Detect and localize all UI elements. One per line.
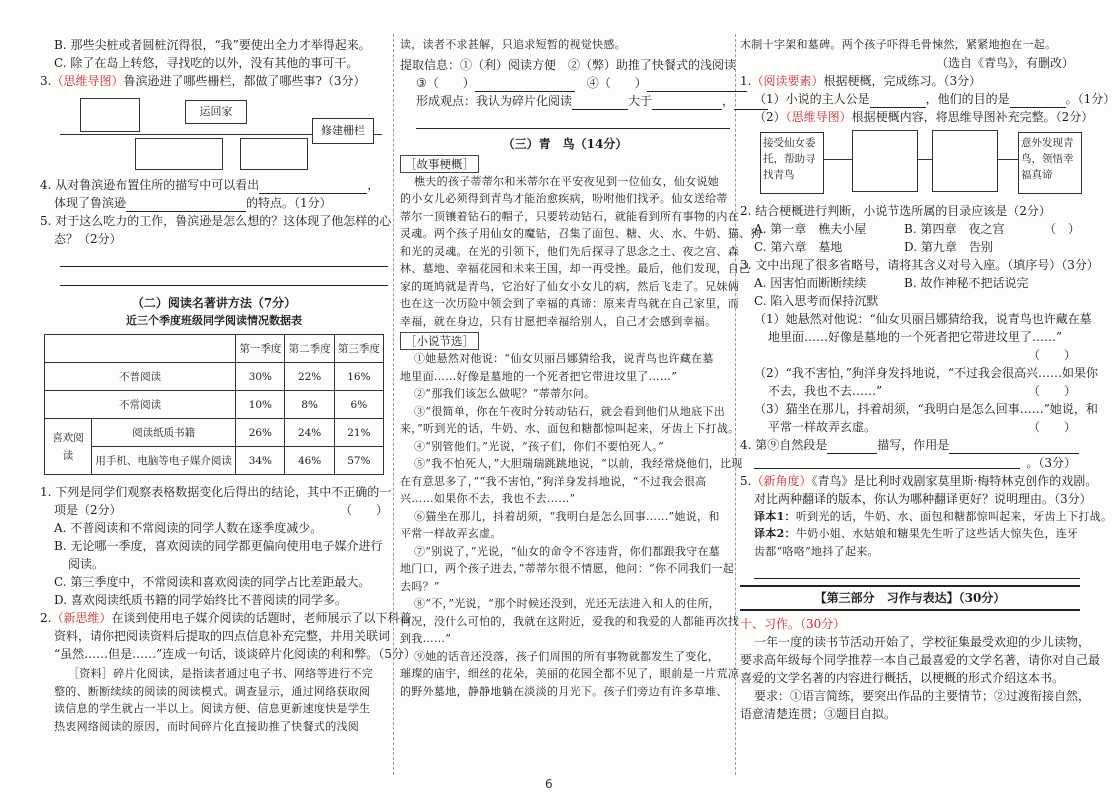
answer-paren[interactable]: （ ） [339,503,388,517]
mindmap-box-empty[interactable] [852,130,918,192]
answer-blank[interactable] [126,198,246,212]
answer-paren[interactable]: （ ） [1027,347,1076,362]
story-line: 也在这一次历险中领会到了幸福的真谛：原来青鸟就在自己家里，而 [400,297,739,310]
story-line: 和光的灵魂。在光的引领下，他们先后探寻了思念之土、夜之宫、森 [400,244,739,258]
table-header: 第三季度 [334,335,383,363]
novel-line: ④“别管他们。”光说，“孩子们，你们不要怕死人。” [414,439,664,453]
question-5: 5. 对于这么吃力的工作，鲁滨逊是怎么想的？这体现了他怎样的心 [40,214,392,228]
novel-line: 在有意思多了，”“我不害怕，”狗洋身发抖地说，“不过我会很高 [400,474,707,488]
question-1: 1. 下列是同学们观察表格数据变化后得出的结论，其中不正确的一 [40,485,392,499]
option-c: C. 除了在岛上转悠，寻找吃的以外，没有其他的事可干。 [54,56,359,70]
mindmap-box-start: 接受仙女委托，帮助寻找青鸟 [760,132,824,194]
novel-line: ②“那我们该怎么做呢？”蒂蒂尔问。 [414,387,596,400]
answer-blank[interactable] [475,78,575,92]
translation-1: 译本1：听到光的话，牛奶、水、面包和糖都惊叫起来，牙齿上下打战。 [754,509,1113,523]
answer-blank[interactable] [647,78,747,92]
flow-box-empty [135,138,223,170]
mindmap-diagram [740,126,1080,202]
question-2: 2.（新思维）在谈到使用电子媒介阅读的话题时，老师展示了以下科普 [40,611,412,625]
novel-line: 地里面……好像是墓地的一个死者把它带进坟里了……” [400,369,678,383]
story-line: 的小女儿必须得到青鸟才能治愈疾病，吩咐他们找矛。仙女送给蒂 [400,192,728,205]
question-4: 4. 第⑨自然段是 描写，作用是 [740,436,1080,454]
column-left: B. 那些尖桩或者圆桩沉得很，“我”要使出全力才举得起来。 C. 除了在岛上转悠，寻找吃的以外，没有其他的事可干。 3.（思维导图）鲁滨逊进了哪些栅栏，都做了哪些事?（3分） 运回家 修建栅栏 4. 从对鲁滨逊布置住所的描写中可以看出 ， 体现了鲁滨逊 的特点。（1分） 5. 对于这么吃力的工作，鲁滨逊是怎么想的？这体现了他怎样的心 态？（2分） （二）阅读名著讲方法（7分） 近三个季度班级同学阅读情况数据表 第一季度 第二季度 第三季度 不普阅读 30% 22% 16% 不常阅读 10% 8% 6% 喜欢阅读 阅读纸质书籍 26% 24% 21% 用手机、电脑等电子媒介阅读 34% 46% 57% 1. 下列是同学们观察表格数据变化后得出的结论，其中不正确的一 项是（2分） （ ） A. 不普阅读和不常阅读的同学人数在逐季度减少。 B. 无论哪一季度，喜欢阅读的同学都更偏向使用电子媒介进行 阅读。 C. 第三季度中，不常阅读和喜欢阅读的同学占比差距最大。 D. 喜欢阅读纸质书籍的同学始终比不普阅读的同学多。 2.（新思维）在谈到使用电子媒介阅读的话题时，老师展示了以下科普 资料，请你把阅读资料后提取的四点信息补充完整，并用关联词 “虽然……但是……”连成一句话，谈谈碎片化阅读的利和弊。（5分） ［资料］碎片化阅读，是指读者通过电子书、网络等进行不完 整的、断断续续的阅读的阅读模式。调查显示，通过网络获取阅 读信息的学生就占一半以上。阅读方便、信息更新速度快是学生 热衷网络阅读的原因，而时间碎片化直接助推了快餐式的浅阅 [40,0,388,780]
page-number: 6 [545,777,553,791]
table-header: 第二季度 [285,335,334,363]
source-note: （选自《青鸟》，有删改） [935,55,1074,70]
question-3: 3.（思维导图）鲁滨逊进了哪些栅栏，都做了哪些事?（3分） [40,74,366,88]
story-line: 灵魂。两个孩子用仙女的魔钻，召集了面包、糖、火、水、牛奶、猫、狗 [400,227,762,240]
novel-line: 的野外墓地，静静地躺在淡淡的月光下。孩子们旁边有许多草堆、 [400,684,728,698]
mindmap-box-end: 意外发现青鸟，领悟幸福真谛 [1018,132,1082,194]
material-continued: 读，读者不求甚解，只追求短暂的视觉快感。 [400,38,626,51]
table-title: 近三个季度班级同学阅读情况数据表 [126,314,302,327]
novel-line: 璀璨的庙宇，细丝的花朵，美丽的花园全都不见了，眼前是一片荒凉 [400,667,739,680]
essay-requirements: 要求：①语言简练，要突出作品的主要情节；②过渡衔接自然， [754,689,1091,703]
option-b: B. 无论哪一季度，喜欢阅读的同学都更偏向使用电子媒介进行 [54,539,383,553]
section-2-title: （二）阅读名著讲方法（7分） [131,296,297,310]
novel-line: 兴……如果你不去，我也不去……” [400,492,576,505]
story-line: 蒂尔一顶镶着钻石的帽子，只要转动钻石，就能看到所有事物的内在 [400,209,739,223]
table-row: 不常阅读 10% 8% 6% [45,391,384,419]
table-header: 第一季度 [236,335,285,363]
mindmap-box-empty[interactable] [932,130,998,192]
reading-data-table [44,334,384,475]
question-3: 3. 文中出现了很多省略号，请将其含义对号入座。（填序号）（3分） [740,257,1099,272]
reading-elements-tag: （阅读要素） [751,73,824,88]
novel-line: 平常一样故弄玄虚。 [400,527,502,540]
option-d: D. 喜欢阅读纸质书籍的同学始终比不普阅读的同学多。 [54,593,347,607]
flow-box-fence: 修建栅栏 [312,118,374,144]
answer-line[interactable] [754,468,1020,469]
extract-info: 提取信息：①（利）阅读方便 ②（弊）助推了快餐式的浅阅读 [400,57,737,72]
column-right: 木制十字架和墓碑。两个孩子吓得毛骨悚然，紧紧地抱在一起。 （选自《青鸟》，有删改） 1.（阅读要素）根据梗概，完成练习。（3分） （1）小说的主人公是 ，他们的目的是 。（1分） （2）（思维导图）根据梗概内容，将思维导图补充完整。（2分） 接受仙女委托，帮助寻找青鸟 意外发现青鸟，领悟幸福真谛 2. 结合梗概进行判断，小说节选所属的目录应该是（2分） （ ） A. 第一章 樵夫小屋 B. 第四章 夜之宫 C. 第六章 墓地 D. 第九章 告别 3. 文中出现了很多省略号，请将其含义对号入座。（填序号）（3分） A. 因害怕而断断续续 B. 故作神秘不把话说完 C. 陷入思考而保持沉默 （1）她悬然对他说：“仙女贝丽吕娜猜给我，说青鸟也许藏在墓 地里面……好像是墓地的一个死者把它带进坟里了……” （ ） （2）“我不害怕，”狗洋身发抖地说，“不过我会很高兴……如果你 不去，我也不去……” （ ） （3）猫坐在那儿，抖着胡须，“我明白是怎么回事……”她说，和 平常一样故弄玄虚。 （ ） 4. 第⑨自然段是 描写，作用是 。（3分） 5.（新角度）《青鸟》是比利时戏剧家莫里斯·梅特林克创作的戏剧。 对比两种翻译的版本，你认为哪种翻译更好？说明理由。（3分） 译本1：听到光的话，牛奶、水、面包和糖都惊叫起来，牙齿上下打战。 译本2：牛奶小姐、水姑娘和糖果先生听了这些话大惊失色，连牙 齿都“咯咯”地抖了起来。 【第三部分 习作与表达】（30分） 十、习作。（30分） 一年一度的读书节活动开始了，学校征集最受欢迎的少儿读物， 要求高年级每个同学推荐一本自己最喜爱的文学名著，请你对自己最 喜爱的文学名著的内容进行概括，以梗概的形式介绍这本书。 要求：①语言简练，要突出作品的主要情节；②过渡衔接自然， 语意清楚连贯；③题目自拟。 [740,38,1115,721]
story-line: 幸福，就在身边，只有甘愿把幸福给别人，自己才会感到幸福。 [400,314,717,328]
form-view: 形成观点：我认为碎片化阅读 大于 ， [400,92,730,110]
option-b: B. 那些尖桩或者圆桩沉得很，“我”要使出全力才举得起来。 [54,38,371,52]
question-4: 4. 从对鲁滨逊布置住所的描写中可以看出 ， [40,178,380,192]
answer-blank[interactable] [827,440,877,454]
novel-line: 何况，没什么可怕的，我就在这附近，爱我的和我爱的人都能再次找 [400,614,739,628]
answer-blank[interactable] [1010,94,1066,108]
part-3-header: 【第三部分 习作与表达】（30分） [740,585,1080,611]
story-summary [400,173,762,331]
table-row: 不普阅读 30% 22% 16% [45,363,384,391]
column-divider [735,34,736,775]
answer-blank[interactable] [259,180,367,194]
novel-line: ⑧“不，”光说，“那个时候还没到，光还无法进入和人的住所， [414,597,721,610]
reference-material: ［资料］碎片化阅读，是指读者通过电子书、网络等进行不完 整的、断断续续的阅读的阅读模式。调查显示，通过网络获取阅 读信息的学生就占一半以上。阅读方便、信息更新速度快是学生 热衷网络阅读的原因，而时间碎片化直接助推了快餐式的浅阅 [54,667,374,733]
new-angle-tag: （新角度） [751,473,812,488]
answer-blank[interactable] [949,440,1079,454]
novel-excerpt [400,350,743,700]
table-row: 喜欢阅读 阅读纸质书籍 26% 24% 21% [45,419,384,447]
story-line: 家的斑鸠就是青鸟，它治好了仙女小女儿的病，然后飞走了。兄妹俩 [400,279,739,293]
story-summary-heading: ［故事梗概］ [400,155,479,173]
answer-paren[interactable]: （ ） [1027,383,1076,398]
answer-line[interactable] [754,560,1080,579]
novel-line: 来，”听到光的话，牛奶、水、面包和糖都惊叫起来，牙齿上下打战。 [400,422,740,435]
table-row: 用手机、电脑等电子媒介阅读 34% 46% 57% [45,447,384,475]
answer-blank[interactable] [652,96,722,110]
answer-blank[interactable] [572,96,628,110]
novel-line: 地门口，两个孩子进去，”蒂蒂尔很不情愿，他问：“你不同我们一起 [400,562,735,575]
flow-box-empty [240,138,308,170]
question-5: 5.（新角度）《青鸟》是比利时戏剧家莫里斯·梅特林克创作的戏剧。 [740,473,1098,488]
novel-line: 去吗？” [400,579,440,593]
answer-line[interactable] [416,110,730,129]
answer-paren[interactable]: （ ） [1027,419,1076,434]
novel-line: ③“很简单，你在午夜时分转动钻石，就会看到他们从地底下出 [414,404,726,418]
novel-line: ⑤“我不怕死人，”大胆瑞瑞跳跳地说，“以前，我经常烧他们，比现 [414,457,743,470]
novel-line: ⑨她的话音还没落，孩子们周围的所有事物就都发生了变化， [414,649,720,663]
flow-diagram [40,90,388,174]
column-middle: 读，读者不求甚解，只追求短暂的视觉快感。 提取信息：①（利）阅读方便 ②（弊）助推了快餐式的浅阅读 ③（ ） ④（ ） 形成观点：我认为碎片化阅读 大于 ， （三）青 鸟（14分） ［故事梗概］ 樵夫的孩子蒂蒂尔和米蒂尔在平安夜见到一位仙女，仙女说她 的小女儿必须得到青鸟才能治愈疾病，吩咐他们找矛。仙女送给蒂 蒂尔一顶镶着钻石的帽子，只要转动钻石，就能看到所有事物的内在 灵魂。两个孩子用仙女的魔钻，召集了面包、糖、火、水、牛奶、猫、狗 和光的灵魂。在光的引领下，他们先后探寻了思念之土、夜之宫、森 林、墓地、幸福花园和未来王国，却一再受挫。最后，他们发现，自己 家的斑鸠就是青鸟，它治好了仙女小女儿的病，然后飞走了。兄妹俩 也在这一次历险中领会到了幸福的真谛：原来青鸟就在自己家里，而 幸福，就在身边，只有甘愿把幸福给别人，自己才会感到幸福。 ［小说节选］ ①她悬然对他说：“仙女贝丽吕娜猜给我，说青鸟也许藏在墓 地里面……好像是墓地的一个死者把它带进坟里了……” ②“那我们该怎么做呢？”蒂蒂尔问。 ③“很简单，你在午夜时分转动钻石，就会看到他们从地底下出 来，”听到光的话，牛奶、水、面包和糖都惊叫起来，牙齿上下打战。 ④“别管他们。”光说，“孩子们，你们不要怕死人。” ⑤“我不怕死人，”大胆瑞瑞跳跳地说，“以前，我经常烧他们，比现 在有意思多了，”“我不害怕，”狗洋身发抖地说，“不过我会很高 兴……如果你不去，我也不去……” ⑥猫坐在那儿，抖着胡须，“我明白是怎么回事……”她说，和 平常一样故弄玄虚。 ⑦“别说了，”光说，“仙女的命令不容违背，你们都跟我守在墓 地门口，两个孩子进去，”蒂蒂尔很不情愿，他问：“你不同我们一起 去吗？” ⑧“不，”光说，“那个时候还没到，光还无法进入和人的住所， 何况，没什么可怕的，我就在这附近，爱我的和我爱的人都能再次找 到我……” ⑨她的话音还没落，孩子们周围的所有事物就都发生了变化， 璀璨的庙宇，细丝的花朵，美丽的花园全都不见了，眼前是一片荒凉 的野外墓地，静静地躺在淡淡的月光下。孩子们旁边有许多草堆、 [400,0,730,780]
story-line: 樵夫的孩子蒂蒂尔和米蒂尔在平安夜见到一位仙女，仙女说她 [414,174,720,188]
answer-blank[interactable] [870,94,926,108]
novel-line: ⑦“别说了，”光说，“仙女的命令不容违背，你们都跟我守在墓 [414,544,721,558]
flow-box-empty [80,98,140,132]
flow-box-transport: 运回家 [185,100,247,124]
story-line: 林、墓地、幸福花园和未来王国，却一再受挫。最后，他们发现，自己 [400,262,751,275]
translation-2: 译本2：牛奶小姐、水姑娘和糖果先生听了这些话大惊失色，连牙 [754,527,1079,540]
section-10: 十、习作。（30分） [740,617,846,631]
option-a: A. 不普阅读和不常阅读的同学人数在逐季度减少。 [54,521,323,535]
mindmap-tag: （思维导图） [785,109,852,124]
novel-line: ①她悬然对他说：“仙女贝丽吕娜猜给我，说青鸟也许藏在墓 [414,352,714,365]
section-3-title: （三）青 鸟（14分） [502,136,628,151]
novel-excerpt-heading: ［小说节选］ [400,332,479,350]
column-divider [393,34,394,775]
option-c: C. 第三季度中，不常阅读和喜欢阅读的同学占比差距最大。 [54,575,371,589]
answer-line[interactable] [60,248,388,267]
question-2: 2. 结合梗概进行判断，小说节选所属的目录应该是（2分） （ ） [740,203,1080,236]
essay-prompt: 一年一度的读书节活动开始了，学校征集最受欢迎的少儿读物， [754,635,1091,649]
novel-line: 到我……” [400,632,452,645]
answer-paren[interactable]: （ ） [1043,221,1080,236]
novel-line: ⑥猫坐在那儿，抖着胡须，“我明白是怎么回事……”她说，和 [414,509,720,523]
new-thinking-tag: （新思维） [51,611,112,625]
mindmap-tag: （思维导图） [51,74,124,88]
answer-line[interactable] [60,267,388,286]
question-1: 1.（阅读要素）根据梗概，完成练习。（3分） [740,73,982,88]
